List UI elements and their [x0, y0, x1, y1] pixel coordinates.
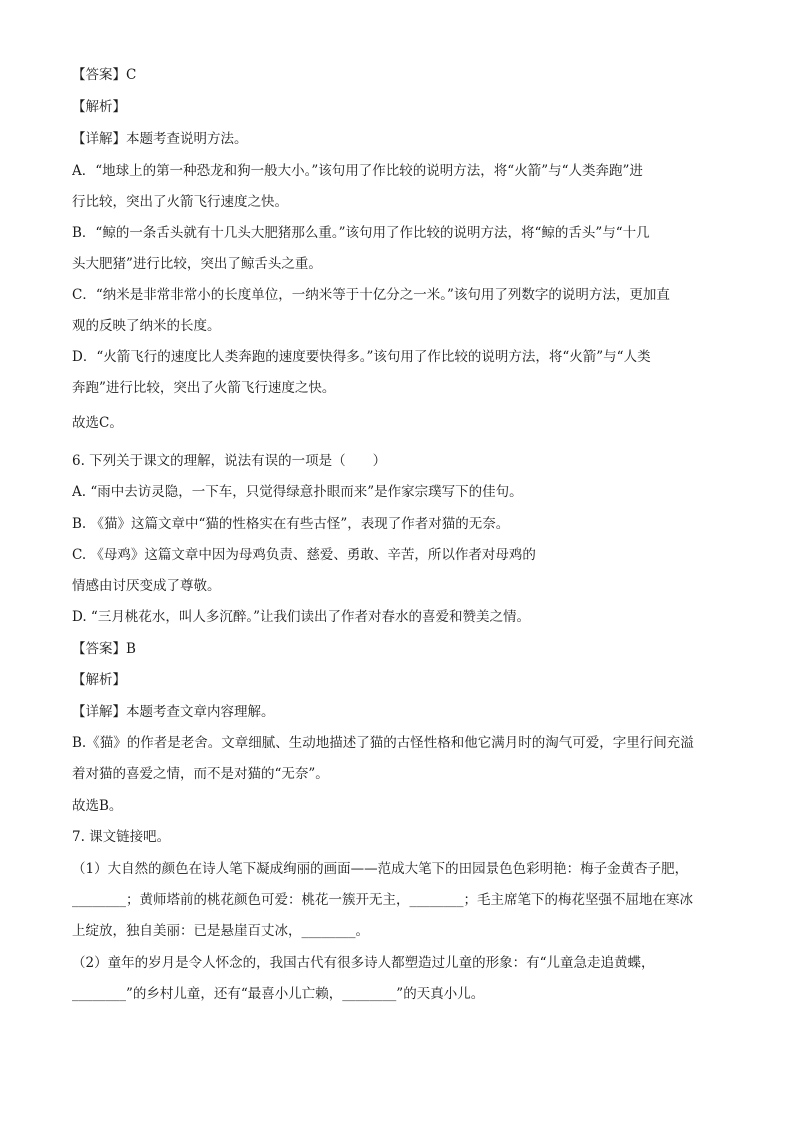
q5-explanation-d2: 奔跑”进行比较，突出了火箭飞行速度之快。: [72, 380, 336, 396]
q6-stem: 6. 下列关于课文的理解，说法有误的一项是（ ）: [72, 453, 387, 469]
q6-analysis-heading: 【解析】: [72, 672, 126, 688]
q6-option-c1: C. 《母鸡》这篇文章中因为母鸡负责、慈爱、勇敢、辛苦，所以作者对母鸡的: [72, 547, 536, 563]
q7-part1-line2: ________；黄师塔前的桃花颜色可爱：桃花一簇开无主，________；毛主席笔下的梅花坚强不屈地在寒冰: [72, 892, 693, 908]
answer-label: 【答案】: [72, 67, 126, 83]
q5-conclusion: 故选C。: [72, 415, 123, 431]
q7-part2-line1: （2）童年的岁月是令人怀念的，我国古代有很多诗人都塑造过儿童的形象：有“儿童急走追黄蝶，: [72, 955, 655, 971]
q6-answer-line: [72, 638, 732, 660]
answer-value: B: [126, 641, 136, 657]
q5-explanation-a1: A．“地球上的第一种恐龙和狗一般大小。”该句用了作比较的说明方法，将“火箭”与“人类奔跑”进: [72, 163, 643, 179]
analysis-heading: 【解析】: [72, 99, 126, 115]
answer-label: 【答案】: [72, 641, 126, 657]
q7-part1-line1: （1）大自然的颜色在诗人笔下凝成绚丽的画面——范成大笔下的田园景色色彩明艳：梅子金黄杏子肥，: [72, 861, 689, 877]
q5-detail-line: [72, 128, 732, 150]
q7-part1-line3: 上绽放，独自美丽：已是悬崖百丈冰，________。: [72, 923, 369, 939]
q7-part2-line2: ________”的乡村儿童，还有“最喜小儿亡赖，________”的天真小儿。: [72, 986, 485, 1002]
q5-explanation-a2: 行比较，突出了火箭飞行速度之快。: [72, 194, 288, 210]
detail-text: 本题考查说明方法。: [126, 131, 248, 147]
detail-text: 本题考查文章内容理解。: [126, 704, 275, 720]
q5-answer-line: [72, 64, 732, 86]
q6-option-d: D. “三月桃花水，叫人多沉醉。”让我们读出了作者对春水的喜爱和赞美之情。: [72, 609, 530, 625]
q6-explanation-1: B.《猫》的作者是老舍。文章细腻、生动地描述了猫的古怪性格和他它满月时的淘气可爱，字里行间充溢: [72, 735, 694, 751]
q6-explanation-2: 着对猫的喜爱之情，而不是对猫的“无奈”。: [72, 766, 329, 782]
q6-conclusion: 故选B。: [72, 798, 123, 814]
q5-explanation-b1: B．“鲸的一条舌头就有十几头大肥猪那么重。”该句用了作比较的说明方法，将“鲸的舌头”与“十几: [72, 225, 650, 241]
answer-value: C: [126, 67, 137, 83]
detail-label: 【详解】: [72, 704, 126, 720]
q5-explanation-d1: D．“火箭飞行的速度比人类奔跑的速度要快得多。”该句用了作比较的说明方法，将“火箭”与“人类: [72, 349, 651, 365]
q6-option-a: A. “雨中去访灵隐，一下车，只觉得绿意扑眼而来”是作家宗璞写下的佳句。: [72, 484, 523, 500]
q6-option-c2: 情感由讨厌变成了尊敬。: [72, 578, 221, 594]
q6-detail-line: [72, 701, 732, 723]
q5-explanation-b2: 头大肥猪”进行比较，突出了鲸舌头之重。: [72, 256, 322, 272]
q7-stem: 7. 课文链接吧。: [72, 829, 171, 845]
q5-explanation-c1: C．“纳米是非常非常小的长度单位，一纳米等于十亿分之一米。”该句用了列数字的说明方法，更加直: [72, 287, 670, 303]
q5-explanation-c2: 观的反映了纳米的长度。: [72, 318, 221, 334]
q6-option-b: B. 《猫》这篇文章中“猫的性格实在有些古怪”，表现了作者对猫的无奈。: [72, 516, 510, 532]
detail-label: 【详解】: [72, 131, 126, 147]
